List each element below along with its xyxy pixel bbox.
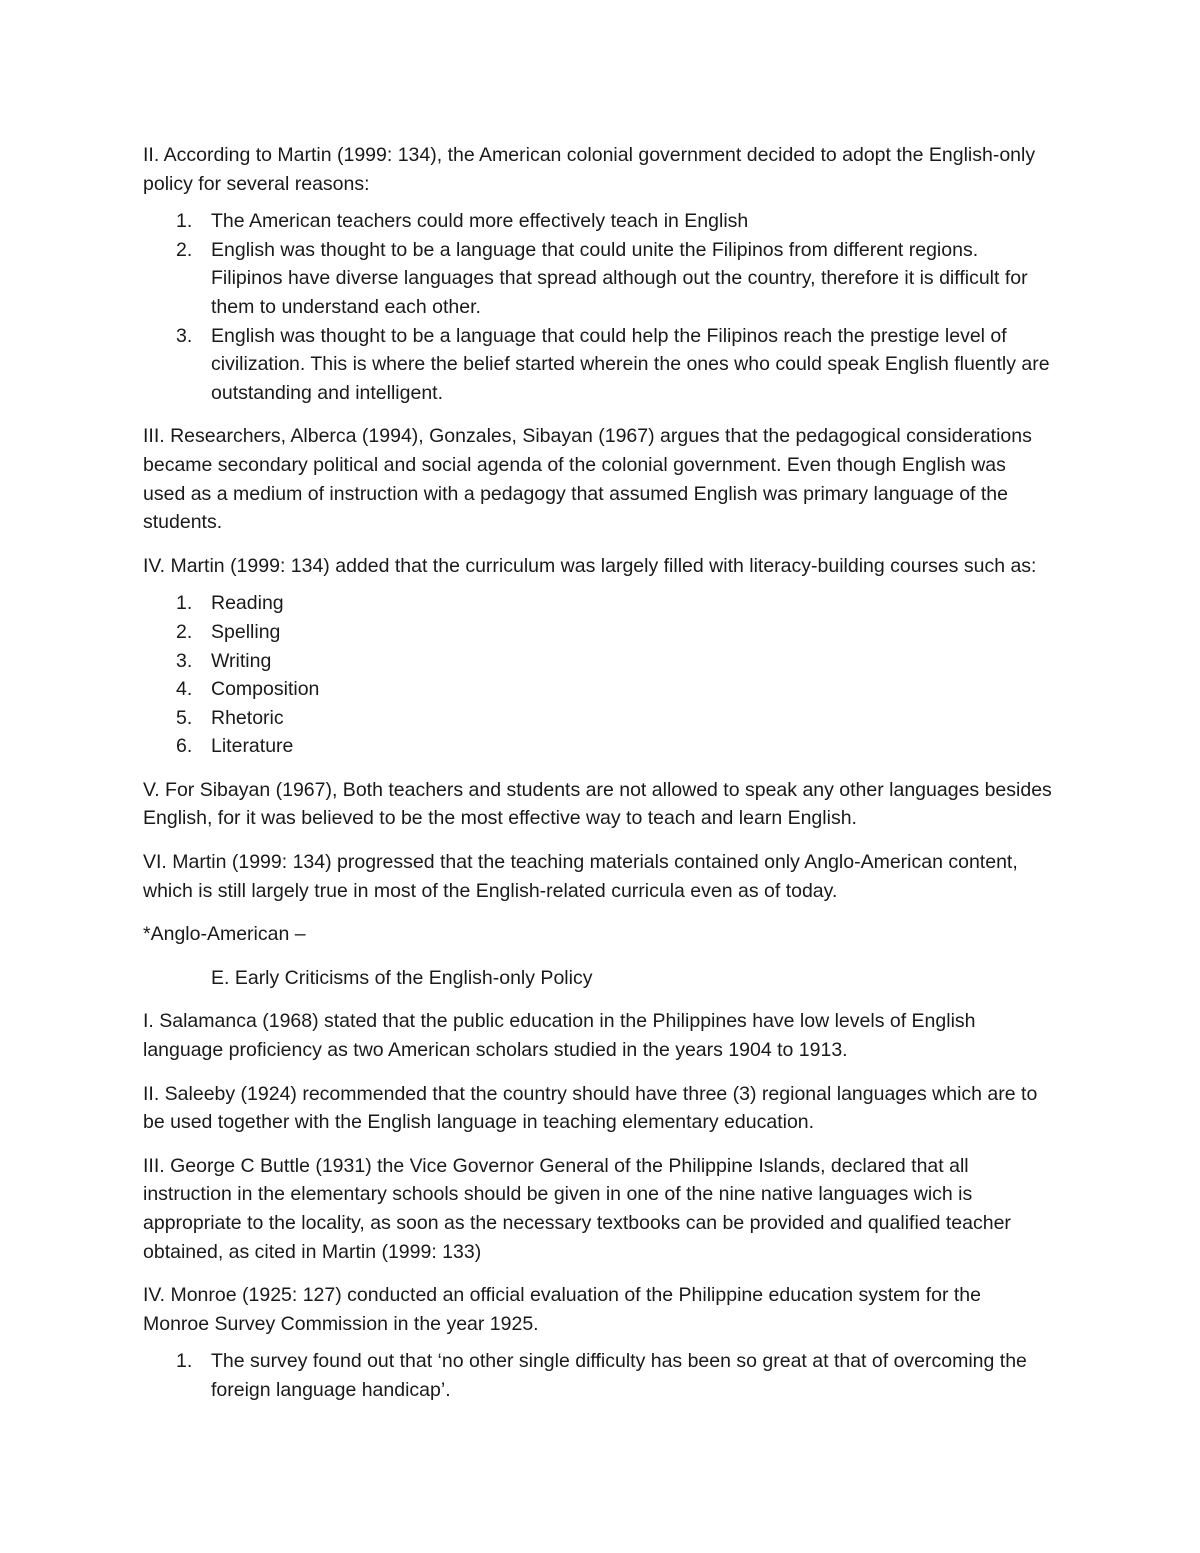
paragraph-reasons-intro: II. According to Martin (1999: 134), the American colonial government decided to adopt the English-only policy for several reasons: [143,144,1036,195]
list-number: 1. [176,210,193,233]
list-number: 2. [176,620,193,643]
list-item [143,618,1052,647]
list-item-text: Reading [211,592,284,615]
paragraph-anglo-american-note: *Anglo-American – [143,923,306,946]
list-item-text: English was thought to be a language that could help the Filipinos reach the prestige level of civilization. This is where the belief started wherein the ones who could speak English fluently are outstanding and intelligent. [211,324,1050,404]
list-item-text: Rhetoric [211,706,284,729]
list-number: 3. [176,649,193,672]
list-item-text: Literature [211,735,294,758]
paragraph-salamanca: I. Salamanca (1968) stated that the public education in the Philippines have low levels of English language proficiency as two American scholars studied in the years 1904 to 1913. [143,1010,976,1062]
list-number: 6. [176,735,193,758]
reasons-list [143,207,1052,407]
list-number: 4. [176,678,193,701]
section-heading-early-criticisms: E. Early Criticisms of the English-only Policy [211,966,593,989]
list-item-text: Writing [211,649,272,672]
list-number: 1. [176,1350,193,1373]
list-item [143,732,1052,761]
paragraph-sibayan: V. For Sibayan (1967), Both teachers and students are not allowed to speak any other languages besides English, for it was believed to be the most effective way to teach and learn English. [143,778,1052,830]
list-item [143,647,1052,676]
list-item [143,1347,1052,1404]
paragraph-teaching-materials: VI. Martin (1999: 134) progressed that the teaching materials contained only Anglo-American content, which is still largely true in most of the English-related curricula even as of today. [143,851,1018,902]
list-number: 3. [176,324,193,347]
paragraph-monroe: IV. Monroe (1925: 127) conducted an official evaluation of the Philippine education system for the Monroe Survey Commission in the year 1925. [143,1284,981,1335]
list-item-text: The survey found out that ‘no other single difficulty has been so great at that of overcoming the foreign language handicap’. [211,1350,1027,1401]
list-item-text: Composition [211,678,320,701]
courses-list [143,589,1052,761]
list-number: 1. [176,592,193,615]
paragraph-researchers: III. Researchers, Alberca (1994), Gonzales, Sibayan (1967) argues that the pedagogical considerations became secondary political and social agenda of the colonial government. Even though English was used as a medium of instruction with a pedagogy that assumed English was primary language of the students. [143,425,1032,534]
paragraph-buttle: III. George C Buttle (1931) the Vice Governor General of the Philippine Islands, declared that all instruction in the elementary schools should be given in one of the nine native languages wich is appropriate to the locality, as soon as the necessary textbooks can be provided and qualified teacher obtained, as cited in Martin (1999: 133) [143,1154,1011,1263]
list-item [143,675,1052,704]
survey-findings-list [143,1347,1052,1404]
paragraph-curriculum-intro: IV. Martin (1999: 134) added that the curriculum was largely filled with literacy-building courses such as: [143,554,1037,577]
list-item-text: The American teachers could more effectively teach in English [211,210,749,233]
list-item [143,322,1052,408]
paragraph-saleeby: II. Saleeby (1924) recommended that the country should have three (3) regional languages which are to be used together with the English language in teaching elementary education. [143,1082,1038,1134]
list-item [143,236,1052,322]
list-item-text: Spelling [211,620,281,643]
list-item [143,589,1052,618]
list-item [143,207,1052,236]
list-item-text: English was thought to be a language that could unite the Filipinos from different regions. Filipinos have diverse languages that spread although out the country, therefore it is difficult for them to understand each other. [211,238,1028,318]
list-number: 5. [176,706,193,729]
list-item [143,704,1052,733]
list-number: 2. [176,238,193,261]
